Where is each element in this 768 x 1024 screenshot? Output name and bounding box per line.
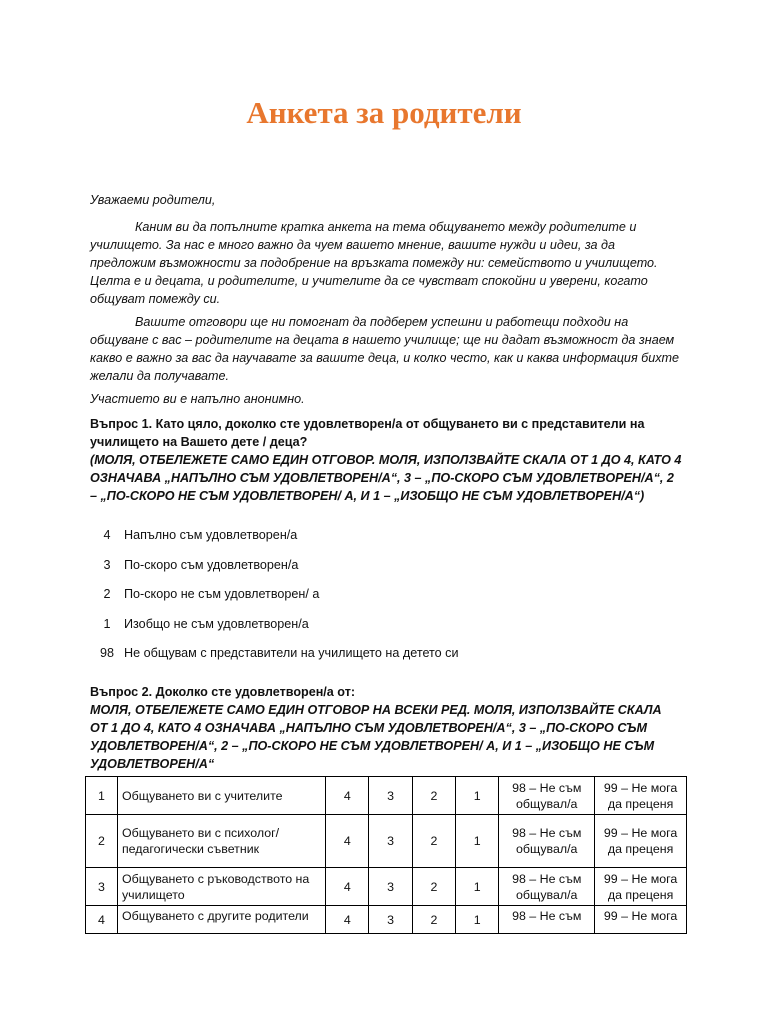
score-cell[interactable]: 1 [456, 906, 499, 934]
score-cell[interactable]: 4 [326, 815, 369, 868]
answer-code: 2 [103, 587, 111, 601]
score-cell[interactable]: 1 [456, 815, 499, 868]
not-applicable-cell[interactable]: 98 – Не съм общувал/а [499, 815, 595, 868]
rating-table [85, 776, 687, 934]
row-item: Общуването ви с психолог/педагогически съветник [117, 815, 325, 868]
score-cell[interactable]: 3 [369, 868, 412, 906]
score-cell[interactable]: 3 [369, 815, 412, 868]
row-number: 1 [86, 777, 118, 815]
score-cell[interactable]: 4 [326, 906, 369, 934]
answer-code: 1 [103, 616, 111, 631]
question-1-instruction: (МОЛЯ, ОТБЕЛЕЖЕТЕ САМО ЕДИН ОТГОВОР. МОЛЯ, ИЗПОЛЗВАЙТЕ СКАЛА ОТ 1 ДО 4, КАТО 4 ОЗНАЧАВА „НАПЪЛНО СЪМ УДОВЛЕТВОРЕН/А“, 3 – „ПО-СКОРО СЪМ УДОВЛЕТВОРЕН/А“, 2 – „ПО-СКОРО НЕ СЪМ УДОВЛЕТВОРЕН/ А, И 1 – „ИЗОБЩО НЕ СЪМ УДОВЛЕТВОРЕН/А“) [90, 453, 682, 503]
score-cell[interactable]: 2 [412, 906, 455, 934]
answer-label: По-скоро не съм удовлетворен/ а [124, 587, 320, 601]
not-applicable-cell[interactable]: 98 – Не съм общувал/а [499, 777, 595, 815]
question-1-text: Въпрос 1. Като цяло, доколко сте удовлетворен/а от общуването ви с представители на училището на Вашето дете / деца? [90, 417, 645, 449]
answer-label: По-скоро съм удовлетворен/а [124, 557, 299, 572]
not-applicable-cell[interactable]: 98 – Не съм [499, 906, 595, 934]
table-row [86, 815, 687, 868]
answer-label: Напълно съм удовлетворен/а [124, 528, 298, 542]
score-cell[interactable]: 2 [412, 868, 455, 906]
row-item: Общуването с другите родители [117, 906, 325, 934]
purpose-paragraph: Вашите отговори ще ни помогнат да подберем успешни и работещи подходи на общуване с вас – родителите на децата в нашето училище; ще ни дадат възможност да знаем какво е важно за вас да научавате за вашите деца, и колко често, как и каква информация бихте желали да получавате. [90, 315, 680, 383]
table-row [86, 868, 687, 906]
answer-option[interactable] [90, 556, 650, 586]
score-cell[interactable]: 4 [326, 777, 369, 815]
question-2-instruction: МОЛЯ, ОТБЕЛЕЖЕТЕ САМО ЕДИН ОТГОВОР НА ВСЕКИ РЕД. МОЛЯ, ИЗПОЛЗВАЙТЕ СКАЛА ОТ 1 ДО 4, КАТО 4 ОЗНАЧАВА „НАПЪЛНО СЪМ УДОВЛЕТВОРЕН/А“, 3 – „ПО-СКОРО СЪМ УДОВЛЕТВОРЕН/А“, 2 – „ПО-СКОРО НЕ СЪМ УДОВЛЕТВОРЕН/ А, И 1 – „ИЗОБЩО НЕ СЪМ УДОВЛЕТВОРЕН/А“ [90, 703, 662, 771]
answer-option[interactable] [90, 644, 650, 674]
answer-option[interactable] [90, 526, 650, 556]
row-number: 3 [86, 868, 118, 906]
answer-code: 3 [103, 557, 111, 572]
score-cell[interactable]: 1 [456, 777, 499, 815]
answer-code: 98 [99, 646, 114, 660]
score-cell[interactable]: 4 [326, 868, 369, 906]
row-item: Общуването с ръководството на училището [117, 868, 325, 906]
answer-label: Не общувам с представители на училището на детето си [124, 646, 459, 660]
table-row [86, 906, 687, 934]
table-row [86, 777, 687, 815]
score-cell[interactable]: 2 [412, 777, 455, 815]
score-cell[interactable]: 1 [456, 868, 499, 906]
row-item: Общуването ви с учителите [117, 777, 325, 815]
question-1 [90, 415, 682, 505]
score-cell[interactable]: 2 [412, 815, 455, 868]
question-2-text: Въпрос 2. Доколко сте удовлетворен/а от: [90, 685, 356, 699]
answer-code: 4 [103, 528, 111, 542]
row-number: 2 [86, 815, 118, 868]
answer-label: Изобщо не съм удовлетворен/а [124, 616, 309, 631]
greeting: Уважаеми родители, [90, 193, 216, 207]
page-title: Анкета за родители [246, 95, 522, 130]
score-cell[interactable]: 3 [369, 906, 412, 934]
not-applicable-cell[interactable]: 98 – Не съм общувал/а [499, 868, 595, 906]
row-number: 4 [86, 906, 118, 934]
dont-know-cell[interactable]: 99 – Не мога да преценя [595, 868, 687, 906]
question-1-options [90, 526, 650, 674]
answer-option[interactable] [90, 585, 650, 615]
dont-know-cell[interactable]: 99 – Не мога да преценя [595, 815, 687, 868]
question-2 [90, 683, 682, 773]
answer-option[interactable] [90, 615, 650, 645]
intro-paragraph: Каним ви да попълните кратка анкета на тема общуването между родителите и училището. За нас е много важно да чуем вашето мнение, вашите нужди и идеи, за да предложим възможности за подобрение на връзката помежду ни: семейството и училището. Целта е и децата, и родителите, и учителите да се чувстват спокойни и уверени, когато общуват помежду си. [90, 220, 658, 306]
dont-know-cell[interactable]: 99 – Не мога да преценя [595, 777, 687, 815]
score-cell[interactable]: 3 [369, 777, 412, 815]
dont-know-cell[interactable]: 99 – Не мога [595, 906, 687, 934]
anonymity-note: Участието ви е напълно анонимно. [90, 392, 305, 406]
